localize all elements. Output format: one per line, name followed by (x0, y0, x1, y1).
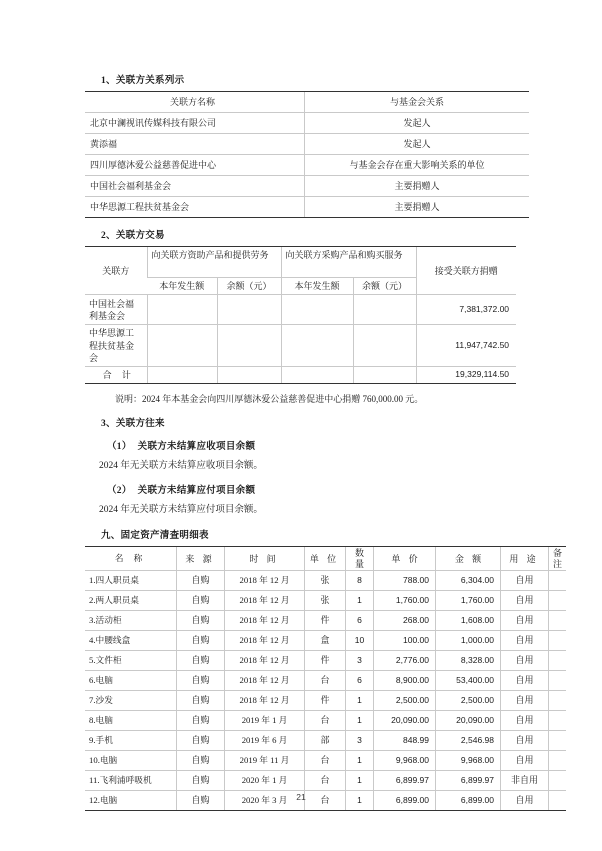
cell-quantity: 3 (346, 731, 374, 751)
col-header-purchase-current: 本年发生额 (281, 278, 353, 295)
cell-total-purchase-balance (353, 367, 416, 384)
cell-unit: 台 (305, 711, 346, 731)
cell-unit-price: 788.00 (374, 571, 436, 591)
heading-unsettled-receivables (85, 438, 516, 452)
cell-usage: 自用 (501, 791, 549, 811)
cell-source: 自购 (177, 691, 225, 711)
cell-relationship: 发起人 (305, 113, 530, 134)
cell-quantity: 6 (346, 671, 374, 691)
cell-amount: 1,608.00 (436, 611, 501, 631)
cell-amount: 1,760.00 (436, 591, 501, 611)
cell-total-donation-current: 19,329,114.50 (416, 367, 516, 384)
cell-donation-current: 7,381,372.00 (416, 295, 516, 325)
col-header-funding-balance: 余额（元） (217, 278, 281, 295)
cell-memo (549, 711, 567, 731)
cell-quantity: 8 (346, 571, 374, 591)
cell-asset-name: 11.飞利浦呼吸机 (85, 771, 177, 791)
cell-quantity: 1 (346, 691, 374, 711)
page-number: 21 (296, 792, 306, 802)
cell-asset-name: 10.电脑 (85, 751, 177, 771)
cell-quantity: 6 (346, 611, 374, 631)
cell-asset-name: 2.两人职员桌 (85, 591, 177, 611)
table-row (85, 751, 566, 771)
cell-donation-current: 11,947,742.50 (416, 325, 516, 367)
table-row (85, 591, 566, 611)
table-header-row (85, 547, 566, 571)
cell-unit: 盒 (305, 631, 346, 651)
cell-time: 2018 年 12 月 (225, 671, 305, 691)
cell-amount: 8,328.00 (436, 651, 501, 671)
cell-quantity: 1 (346, 591, 374, 611)
cell-source: 自购 (177, 751, 225, 771)
table-row-total (85, 367, 516, 384)
heading-related-party-relations: 1、关联方关系列示 (101, 76, 185, 86)
cell-usage: 自用 (501, 611, 549, 631)
cell-unit-price: 6,899.00 (374, 791, 436, 811)
table-header-row-groups (85, 247, 516, 278)
cell-time: 2018 年 12 月 (225, 651, 305, 671)
cell-unit-price: 8,900.00 (374, 671, 436, 691)
table-row (85, 571, 566, 591)
table-fixed-assets (85, 546, 566, 811)
cell-time: 2018 年 12 月 (225, 571, 305, 591)
cell-amount: 6,899.97 (436, 771, 501, 791)
table-row (85, 731, 566, 751)
cell-usage: 自用 (501, 671, 549, 691)
col-header-name: 名 称 (85, 547, 177, 571)
cell-unit-price: 9,968.00 (374, 751, 436, 771)
cell-amount: 2,546.98 (436, 731, 501, 751)
table-row (85, 671, 566, 691)
cell-usage: 自用 (501, 711, 549, 731)
cell-party-name: 四川厚德沐爱公益慈善促进中心 (85, 155, 305, 176)
cell-usage: 自用 (501, 591, 549, 611)
cell-source: 自购 (177, 591, 225, 611)
col-header-party: 关联方 (85, 247, 147, 295)
cell-party-name: 黄添福 (85, 134, 305, 155)
col-header-source: 来 源 (177, 547, 225, 571)
cell-party: 中华思源工程扶贫基金会 (85, 325, 147, 367)
cell-asset-name: 4.中腰线盒 (85, 631, 177, 651)
cell-funding-balance (217, 295, 281, 325)
cell-source: 自购 (177, 631, 225, 651)
cell-unit: 张 (305, 571, 346, 591)
cell-unit: 张 (305, 591, 346, 611)
cell-quantity: 1 (346, 771, 374, 791)
cell-party: 中国社会福利基金会 (85, 295, 147, 325)
cell-quantity: 10 (346, 631, 374, 651)
body-unsettled-payables: 2024 年无关联方未结算应付项目余额。 (99, 505, 263, 516)
cell-purchase-balance (353, 295, 416, 325)
cell-asset-name: 5.文件柜 (85, 651, 177, 671)
transactions-note: 说明：2024 年本基金会向四川厚德沐爱公益慈善促进中心捐赠 760,000.00 元。 (115, 394, 424, 405)
cell-unit: 台 (305, 751, 346, 771)
col-header-group-donation: 接受关联方捐赠 (416, 247, 516, 295)
cell-memo (549, 631, 567, 651)
col-header-relationship: 与基金会关系 (305, 92, 530, 113)
cell-funding-balance (217, 325, 281, 367)
cell-unit-price: 848.99 (374, 731, 436, 751)
cell-unit-price: 1,760.00 (374, 591, 436, 611)
cell-total-label: 合 计 (85, 367, 147, 384)
col-header-memo (549, 547, 567, 571)
col-header-funding-current: 本年发生额 (147, 278, 217, 295)
cell-source: 自购 (177, 651, 225, 671)
cell-source: 自购 (177, 611, 225, 631)
col-header-unit: 单 位 (305, 547, 346, 571)
cell-funding-current (147, 295, 217, 325)
cell-time: 2018 年 12 月 (225, 631, 305, 651)
cell-usage: 自用 (501, 651, 549, 671)
cell-purchase-current (281, 295, 353, 325)
cell-asset-name: 3.活动柜 (85, 611, 177, 631)
col-header-memo-line2: 注 (552, 558, 562, 569)
cell-source: 自购 (177, 571, 225, 591)
cell-amount: 6,899.00 (436, 791, 501, 811)
cell-source: 自购 (177, 771, 225, 791)
cell-unit: 件 (305, 651, 346, 671)
col-header-quantity-line1: 数 (354, 548, 364, 559)
cell-quantity: 1 (346, 711, 374, 731)
cell-time: 2019 年 1 月 (225, 711, 305, 731)
cell-usage: 自用 (501, 631, 549, 651)
cell-time: 2019 年 11 月 (225, 751, 305, 771)
cell-memo (549, 751, 567, 771)
cell-relationship: 主要捐赠人 (305, 197, 530, 218)
cell-memo (549, 651, 567, 671)
cell-asset-name: 7.沙发 (85, 691, 177, 711)
item-number: （2） (107, 486, 132, 497)
col-header-purchase-balance: 余额（元） (353, 278, 416, 295)
table-row (85, 771, 566, 791)
cell-relationship: 主要捐赠人 (305, 176, 530, 197)
cell-unit: 台 (305, 791, 346, 811)
cell-unit-price: 268.00 (374, 611, 436, 631)
cell-asset-name: 6.电脑 (85, 671, 177, 691)
heading-related-party-current-accounts: 3、关联方往来 (101, 418, 165, 429)
table-row (85, 611, 566, 631)
cell-memo (549, 771, 567, 791)
cell-asset-name: 1.四人职员桌 (85, 571, 177, 591)
cell-time: 2018 年 12 月 (225, 691, 305, 711)
table-header-row (85, 92, 529, 113)
cell-memo (549, 671, 567, 691)
cell-unit: 台 (305, 771, 346, 791)
cell-party-name: 中华思源工程扶贫基金会 (85, 197, 305, 218)
cell-quantity: 1 (346, 751, 374, 771)
cell-unit-price: 2,500.00 (374, 691, 436, 711)
cell-usage: 自用 (501, 571, 549, 591)
cell-relationship: 发起人 (305, 134, 530, 155)
cell-amount: 1,000.00 (436, 631, 501, 651)
cell-amount: 53,400.00 (436, 671, 501, 691)
cell-asset-name: 9.手机 (85, 731, 177, 751)
cell-unit-price: 100.00 (374, 631, 436, 651)
heading-unsettled-payables (85, 482, 516, 496)
cell-memo (549, 591, 567, 611)
col-header-amount: 金 额 (436, 547, 501, 571)
item-title: 关联方未结算应付项目余额 (137, 486, 256, 497)
col-header-group-funding: 向关联方资助产品和提供劳务 (147, 247, 281, 278)
table-row (85, 691, 566, 711)
col-header-group-purchase: 向关联方采购产品和购买服务 (281, 247, 416, 278)
table-row (85, 155, 529, 176)
cell-time: 2018 年 12 月 (225, 591, 305, 611)
cell-time: 2019 年 6 月 (225, 731, 305, 751)
table-row (85, 711, 566, 731)
col-header-quantity (346, 547, 374, 571)
cell-unit-price: 2,776.00 (374, 651, 436, 671)
cell-source: 自购 (177, 791, 225, 811)
cell-memo (549, 571, 567, 591)
col-header-party-name: 关联方名称 (85, 92, 305, 113)
cell-total-funding-current (147, 367, 217, 384)
cell-total-funding-balance (217, 367, 281, 384)
cell-party-name: 北京中澜视讯传媒科技有限公司 (85, 113, 305, 134)
table-related-party-relations (85, 91, 529, 218)
cell-asset-name: 8.电脑 (85, 711, 177, 731)
table-related-party-transactions (85, 246, 516, 384)
cell-purchase-current (281, 325, 353, 367)
cell-relationship: 与基金会存在重大影响关系的单位 (305, 155, 530, 176)
cell-usage: 自用 (501, 751, 549, 771)
cell-time: 2020 年 3 月 (225, 791, 305, 811)
cell-memo (549, 611, 567, 631)
table-row (85, 197, 529, 218)
cell-usage: 自用 (501, 691, 549, 711)
cell-amount: 2,500.00 (436, 691, 501, 711)
cell-unit: 件 (305, 611, 346, 631)
item-number: （1） (107, 441, 132, 452)
cell-amount: 20,090.00 (436, 711, 501, 731)
table-row (85, 176, 529, 197)
cell-unit: 部 (305, 731, 346, 751)
body-unsettled-receivables: 2024 年无关联方未结算应收项目余额。 (99, 460, 263, 471)
cell-amount: 6,304.00 (436, 571, 501, 591)
cell-purchase-balance (353, 325, 416, 367)
col-header-memo-line1: 备 (552, 548, 562, 559)
cell-unit-price: 20,090.00 (374, 711, 436, 731)
col-header-time: 时 间 (225, 547, 305, 571)
cell-asset-name: 12.电脑 (85, 791, 177, 811)
cell-unit: 台 (305, 671, 346, 691)
item-title: 关联方未结算应收项目余额 (137, 441, 256, 452)
cell-total-purchase-current (281, 367, 353, 384)
cell-amount: 9,968.00 (436, 751, 501, 771)
cell-source: 自购 (177, 731, 225, 751)
cell-quantity: 3 (346, 651, 374, 671)
heading-related-party-transactions: 2、关联方交易 (101, 231, 165, 241)
cell-unit: 件 (305, 691, 346, 711)
fixed-assets-rows (85, 571, 566, 811)
cell-memo (549, 691, 567, 711)
cell-time: 2020 年 1 月 (225, 771, 305, 791)
cell-memo (549, 731, 567, 751)
col-header-quantity-line2: 量 (354, 558, 364, 569)
cell-source: 自购 (177, 711, 225, 731)
cell-source: 自购 (177, 671, 225, 691)
cell-usage: 自用 (501, 731, 549, 751)
cell-funding-current (147, 325, 217, 367)
col-header-unit-price: 单 价 (374, 547, 436, 571)
table-row (85, 295, 516, 325)
heading-fixed-assets-inventory: 九、固定资产清查明细表 (101, 531, 209, 542)
table-row (85, 631, 566, 651)
table-row (85, 325, 516, 367)
cell-quantity: 1 (346, 791, 374, 811)
cell-usage: 非自用 (501, 771, 549, 791)
cell-time: 2018 年 12 月 (225, 611, 305, 631)
col-header-usage: 用 途 (501, 547, 549, 571)
table-row (85, 651, 566, 671)
table-row (85, 134, 529, 155)
table-row (85, 113, 529, 134)
cell-party-name: 中国社会福利基金会 (85, 176, 305, 197)
cell-unit-price: 6,899.97 (374, 771, 436, 791)
page-content (85, 72, 562, 811)
